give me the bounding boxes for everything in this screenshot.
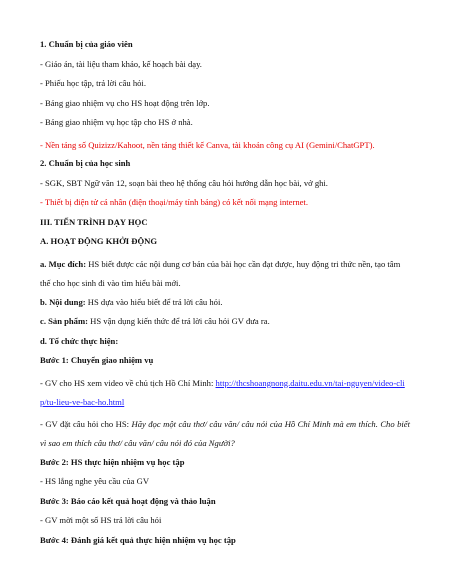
step3-heading: Bước 3: Báo cáo kết quả hoạt động và thảo luận <box>40 495 216 506</box>
step1-question-prefix: - GV đặt câu hỏi cho HS: <box>40 418 132 429</box>
teacher-digital-item: - Nền tảng số Quizizz/Kahoot, nền tảng thiết kế Canva, tài khoản công cụ AI (Gemini/ChatGPT). <box>40 139 375 150</box>
goal-text: HS biết được các nội dung cơ bản của bài học cần đạt được, huy động tri thức nền, tạo tâm thế cho học sinh đi vào tìm hiểu bài mới. <box>40 258 401 288</box>
step3-item: - GV mời một số HS trả lời câu hỏi <box>40 515 162 525</box>
step1-question-paragraph <box>40 415 410 454</box>
student-prep-heading: 2. Chuẩn bị của học sinh <box>40 158 131 168</box>
step2-item: - HS lắng nghe yêu cầu của GV <box>40 476 150 486</box>
teacher-prep-heading: 1. Chuẩn bị của giáo viên <box>40 39 133 49</box>
content-paragraph <box>40 296 410 308</box>
step4-heading: Bước 4: Đánh giá kết quả thực hiện nhiệm vụ học tập <box>40 534 236 545</box>
goal-label: a. Mục đích: <box>40 258 87 269</box>
organize-heading: d. Tổ chức thực hiện: <box>40 335 119 346</box>
step1-question-text: Hãy đọc một câu thơ/ câu văn/ câu nói của Hồ Chí Minh mà em thích. Cho biết vì sao em thích câu thơ/ câu văn/ câu nói đó của Người? <box>40 418 410 448</box>
teacher-item-4: - Bảng giao nhiệm vụ học tập cho HS ở nhà. <box>40 117 193 127</box>
teacher-item-3: - Bảng giao nhiệm vụ cho HS hoạt động trên lớp. <box>40 97 210 108</box>
step1-video-text: - GV cho HS xem video về chủ tịch Hồ Chí Minh: <box>40 377 216 388</box>
content-text: HS dựa vào hiểu biết để trả lời câu hỏi. <box>85 296 223 307</box>
product-paragraph <box>40 315 410 327</box>
teacher-item-2: - Phiếu học tập, trả lời câu hỏi. <box>40 78 146 88</box>
goal-paragraph <box>40 255 410 294</box>
step1-video-paragraph <box>40 374 410 413</box>
product-text: HS vận dụng kiến thức để trả lời câu hỏi GV đưa ra. <box>88 316 270 326</box>
content-label: b. Nội dung: <box>40 296 86 307</box>
step1-heading: Bước 1: Chuyển giao nhiệm vụ <box>40 355 154 365</box>
product-label: c. Sản phẩm: <box>40 316 88 326</box>
video-link[interactable]: http://thcshoangnong.daitu.edu.vn/tai-nguyen/video-clip/tu-lieu-ve-bac-ho.html <box>40 377 405 407</box>
teacher-item-1: - Giáo án, tài liệu tham khảo, kế hoạch bài dạy. <box>40 58 202 69</box>
activity-heading: A. HOẠT ĐỘNG KHỞI ĐỘNG <box>40 236 158 246</box>
process-heading: III. TIẾN TRÌNH DẠY HỌC <box>40 216 148 227</box>
student-item: - SGK, SBT Ngữ văn 12, soạn bài theo hệ thống câu hỏi hướng dẫn học bài, vở ghi. <box>40 177 328 188</box>
student-device-item: - Thiết bị điện tử cá nhân (điện thoại/máy tính bảng) có kết nối mạng internet. <box>40 197 308 207</box>
step2-heading: Bước 2: HS thực hiện nhiệm vụ học tập <box>40 456 185 467</box>
document-page <box>40 38 410 553</box>
